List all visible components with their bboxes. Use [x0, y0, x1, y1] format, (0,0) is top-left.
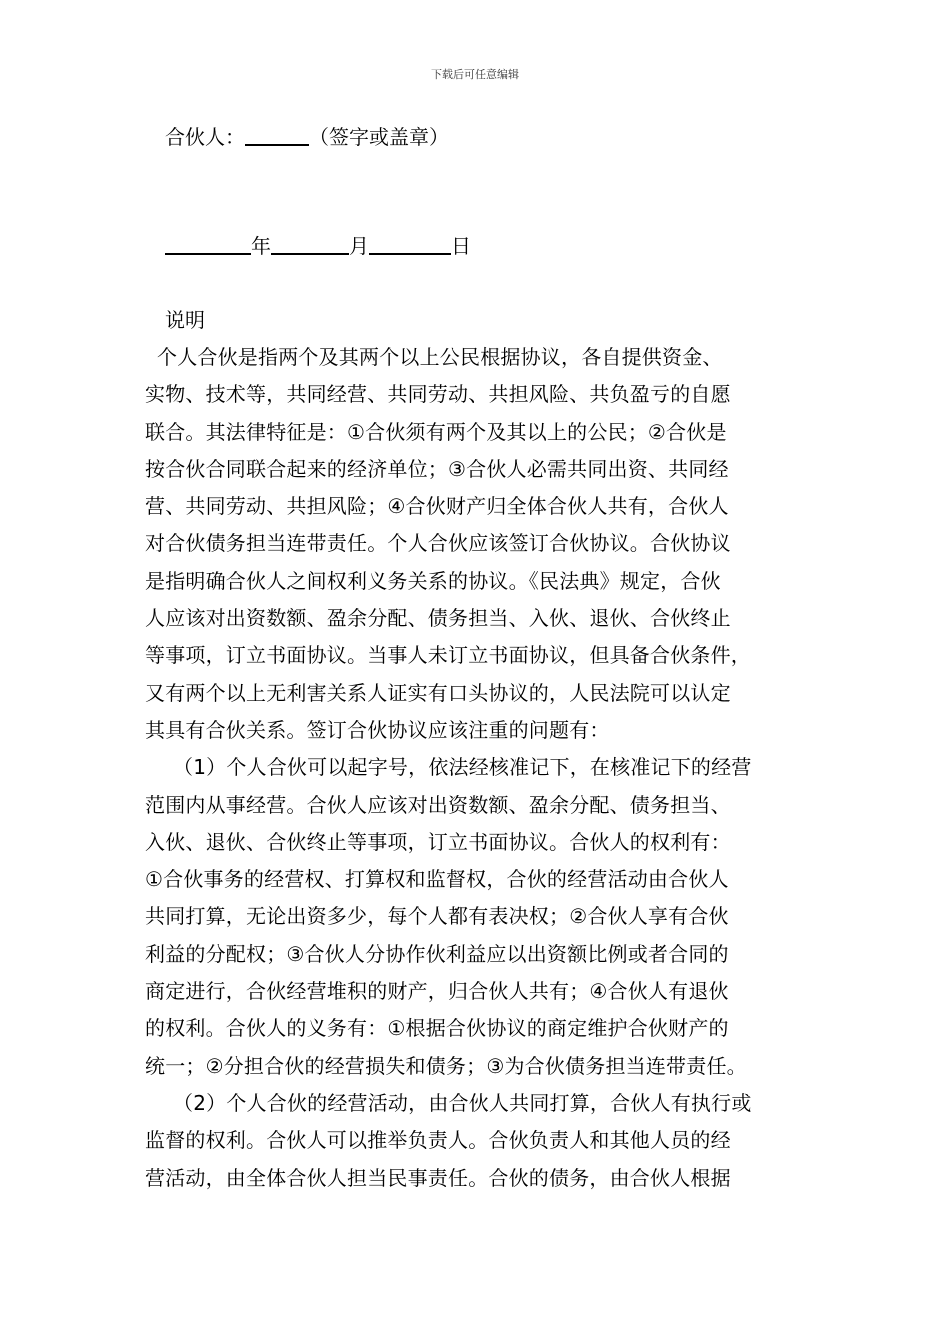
text-line: ①合伙事务的经营权、打算权和监督权，合伙的经营活动由合伙人 [145, 867, 729, 892]
text-line: 按合伙合同联合起来的经济单位；③合伙人必需共同出资、共同经 [145, 456, 729, 481]
text-line: 商定进行，合伙经营堆积的财产，归合伙人共有；④合伙人有退伙 [145, 979, 729, 1004]
day-blank [369, 233, 451, 255]
text-line: 个人合伙是指两个及其两个以上公民根据协议，各自提供资金、 [157, 345, 723, 369]
text-line: 其具有合伙关系。签订合伙协议应该注重的问题有： [145, 717, 610, 742]
explanation-body [145, 339, 815, 1197]
text-line: 实物、技术等，共同经营、共同劳动、共担风险、共负盈亏的自愿 [145, 382, 731, 407]
text-line: （1）个人合伙可以起字号，依法经核准记下，在核准记下的经营 [173, 755, 752, 780]
text-line: 联合。其法律特征是：①合伙须有两个及其以上的公民；②合伙是 [145, 419, 727, 444]
day-label: 日 [451, 234, 471, 258]
text-line: 等事项，订立书面协议。当事人未订立书面协议，但具备合伙条件， [145, 643, 751, 668]
text-line: 的权利。合伙人的义务有：①根据合伙协议的商定维护合伙财产的 [145, 1016, 729, 1041]
text-line: 又有两个以上无利害关系人证实有口头协议的，人民法院可以认定 [145, 680, 731, 705]
text-line: 营、共同劳动、共担风险；④合伙财产归全体合伙人共有，合伙人 [145, 494, 729, 519]
signature-suffix: （签字或盖章） [309, 125, 449, 149]
text-line: 共同打算，无论出资多少，每个人都有表决权；②合伙人享有合伙 [145, 904, 729, 929]
date-line [165, 231, 471, 261]
text-line: 营活动，由全体合伙人担当民事责任。合伙的债务，由合伙人根据 [145, 1165, 731, 1190]
text-line: 范围内从事经营。合伙人应该对出资数额、盈余分配、债务担当、 [145, 792, 731, 817]
signature-blank [245, 124, 309, 146]
text-line: 监督的权利。合伙人可以推举负责人。合伙负责人和其他人员的经 [145, 1128, 731, 1153]
signature-line [165, 122, 449, 152]
text-line: 人应该对出资数额、盈余分配、债务担当、入伙、退伙、合伙终止 [145, 606, 731, 631]
text-line: （2）个人合伙的经营活动，由合伙人共同打算，合伙人有执行或 [173, 1090, 752, 1115]
month-label: 月 [349, 234, 369, 258]
year-blank [165, 233, 251, 255]
section-title: 说明 [165, 308, 205, 332]
text-line: 对合伙债务担当连带责任。个人合伙应该签订合伙协议。合伙协议 [145, 531, 731, 556]
text-line: 利益的分配权；③合伙人分协作伙利益应以出资额比例或者合同的 [145, 941, 729, 966]
text-line: 是指明确合伙人之间权利义务关系的协议。《民法典》规定，合伙 [145, 568, 721, 593]
month-blank [271, 233, 349, 255]
text-line: 统一；②分担合伙的经营损失和债务；③为合伙债务担当连带责任。 [145, 1053, 747, 1078]
year-label: 年 [251, 234, 271, 258]
signature-label: 合伙人： [165, 125, 245, 149]
text-line: 入伙、退伙、合伙终止等事项，订立书面协议。合伙人的权利有： [145, 829, 731, 854]
page-header-note: 下载后可任意编辑 [431, 68, 519, 81]
